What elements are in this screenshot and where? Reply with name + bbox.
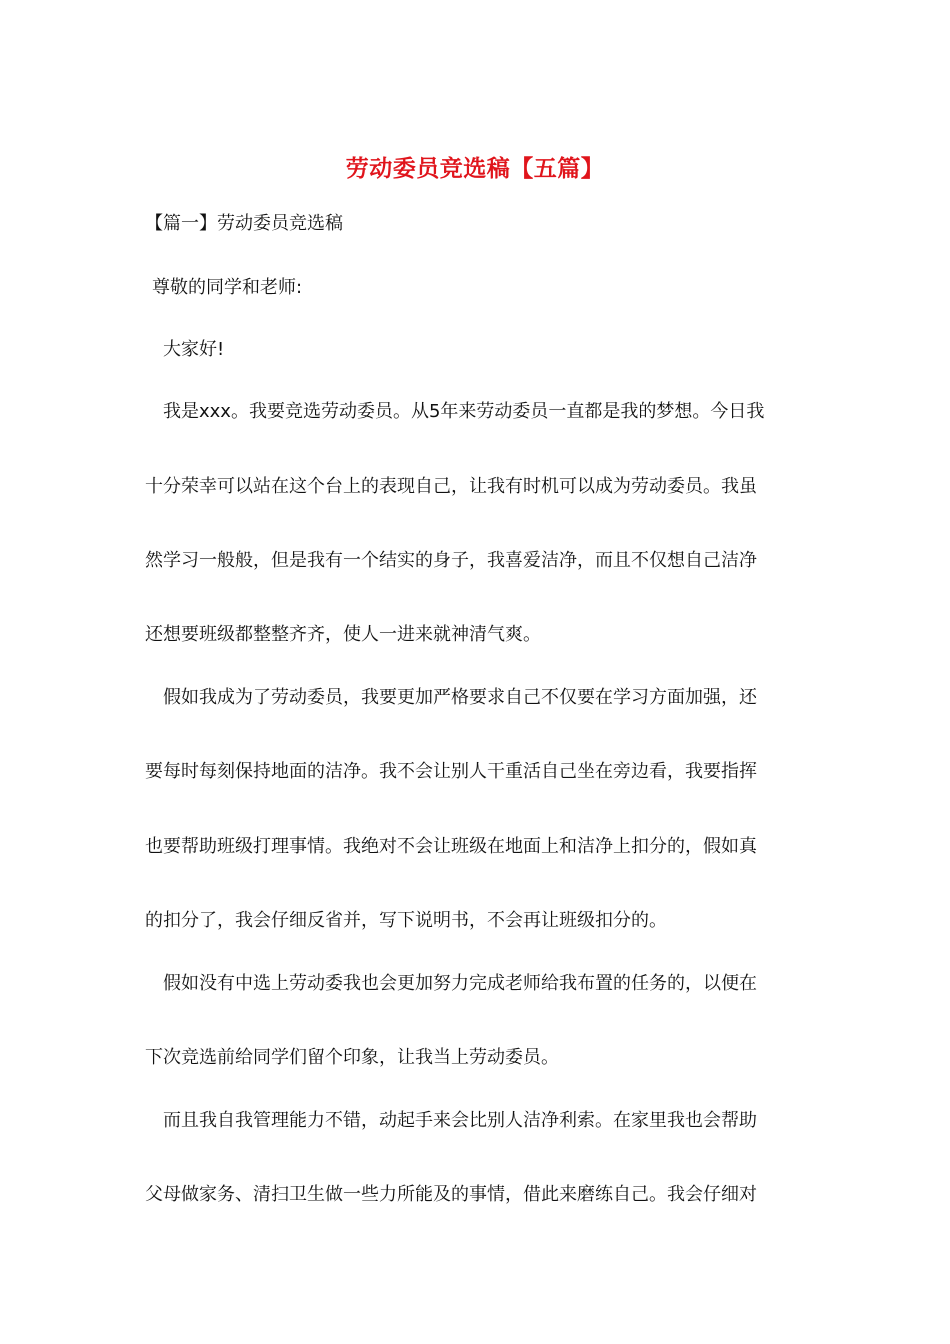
- document-title: 劳动委员竞选稿【五篇】: [345, 155, 605, 182]
- salutation: 尊敬的同学和老师:: [152, 277, 303, 298]
- paragraph-line: 的扣分了，我会仔细反省并，写下说明书，不会再让班级扣分的。: [145, 910, 667, 931]
- greeting: 大家好!: [163, 339, 225, 360]
- section-heading: 【篇一】劳动委员竞选稿: [145, 213, 343, 234]
- paragraph-line: 我是xxx。我要竞选劳动委员。从5年来劳动委员一直都是我的梦想。今日我: [163, 401, 765, 422]
- paragraph-line: 假如我成为了劳动委员，我要更加严格要求自己不仅要在学习方面加强，还: [163, 687, 757, 708]
- paragraph-line: 要每时每刻保持地面的洁净。我不会让别人干重活自己坐在旁边看，我要指挥: [145, 761, 757, 782]
- paragraph-line: 也要帮助班级打理事情。我绝对不会让班级在地面上和洁净上扣分的，假如真: [145, 836, 757, 857]
- paragraph-line: 假如没有中选上劳动委我也会更加努力完成老师给我布置的任务的，以便在: [163, 973, 757, 994]
- paragraph-line: 然学习一般般，但是我有一个结实的身子，我喜爱洁净，而且不仅想自己洁净: [145, 550, 757, 571]
- paragraph-line: 还想要班级都整整齐齐，使人一进来就神清气爽。: [145, 624, 541, 645]
- paragraph-line: 下次竞选前给同学们留个印象，让我当上劳动委员。: [145, 1047, 559, 1068]
- paragraph-line: 父母做家务、清扫卫生做一些力所能及的事情，借此来磨练自己。我会仔细对: [145, 1184, 757, 1205]
- paragraph-line: 十分荣幸可以站在这个台上的表现自己，让我有时机可以成为劳动委员。我虽: [145, 476, 757, 497]
- paragraph-line: 而且我自我管理能力不错，动起手来会比别人洁净利索。在家里我也会帮助: [163, 1110, 757, 1131]
